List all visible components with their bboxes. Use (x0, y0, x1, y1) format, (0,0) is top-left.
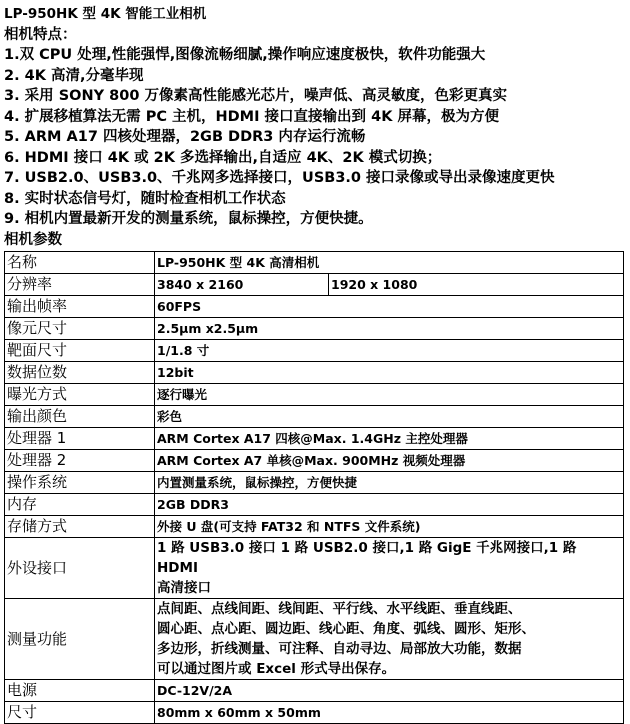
param-value: 1/1.8 寸 (155, 340, 624, 362)
table-row (5, 274, 624, 296)
param-label: 靶面尺寸 (5, 340, 155, 362)
feature-item: 9. 相机内置最新开发的测量系统，鼠标操控，方便快捷。 (4, 211, 373, 227)
param-label: 内存 (5, 494, 155, 516)
param-value: LP-950HK 型 4K 高清相机 (155, 252, 624, 274)
table-row (5, 318, 624, 340)
features-list (4, 45, 626, 230)
feature-item: 6. HDMI 接口 4K 或 2K 多选择输出,自适应 4K、2K 模式切换； (4, 149, 442, 166)
table-row (5, 384, 624, 406)
param-label: 尺寸 (5, 702, 155, 724)
table-row (5, 340, 624, 362)
param-value: 3840 x 2160 (155, 274, 329, 296)
param-value: ARM Cortex A17 四核@Max. 1.4GHz 主控处理器 (155, 428, 624, 450)
param-value: 1920 x 1080 (329, 274, 624, 296)
measure-line: 圆心距、点心距、圆边距、线心距、角度、弧线、圆形、矩形、 (157, 621, 535, 637)
param-label: 测量功能 (5, 599, 155, 680)
param-label: 操作系统 (5, 472, 155, 494)
param-label: 分辨率 (5, 274, 155, 296)
measure-line: 点间距、点线间距、线间距、平行线、水平线距、垂直线距、 (157, 601, 522, 617)
table-row (5, 472, 624, 494)
document-title: LP-950HK 型 4K 智能工业相机 (4, 6, 207, 22)
table-row (5, 252, 624, 274)
table-row (5, 680, 624, 702)
table-row (5, 702, 624, 724)
param-label: 输出帧率 (5, 296, 155, 318)
param-value: 外接 U 盘(可支持 FAT32 和 NTFS 文件系统) (155, 516, 624, 538)
param-value: 80mm x 60mm x 50mm (155, 702, 624, 724)
table-row (5, 599, 624, 680)
param-value: 2GB DDR3 (155, 494, 624, 516)
param-label: 处理器 2 (5, 450, 155, 472)
param-label: 处理器 1 (5, 428, 155, 450)
param-value (155, 599, 624, 680)
table-row (5, 538, 624, 599)
table-row (5, 406, 624, 428)
measure-line: 可以通过图片或 Excel 形式导出保存。 (157, 661, 396, 677)
feature-item: 1.双 CPU 处理,性能强悍,图像流畅细腻,操作响应速度极快，软件功能强大 (4, 47, 486, 63)
table-row (5, 450, 624, 472)
param-label: 存储方式 (5, 516, 155, 538)
param-value: 2.5μm x2.5μm (155, 318, 624, 340)
table-row (5, 494, 624, 516)
params-heading: 相机参数 (4, 231, 62, 248)
feature-item: 8. 实时状态信号灯，随时检查相机工作状态 (4, 190, 286, 207)
params-table (4, 251, 624, 724)
interfaces-line: 高清接口 (157, 580, 211, 596)
param-label: 像元尺寸 (5, 318, 155, 340)
measure-line: 多边形，折线测量、可注释、自动寻边、局部放大功能，数据 (157, 641, 522, 657)
feature-item: 7. USB2.0、USB3.0、千兆网多选择接口，USB3.0 接口录像或导出录像速度更快 (4, 170, 555, 186)
param-value: 逐行曝光 (155, 384, 624, 406)
param-label: 电源 (5, 680, 155, 702)
features-heading: 相机特点： (4, 26, 77, 43)
interfaces-line: 1 路 USB3.0 接口 1 路 USB2.0 接口,1 路 GigE 千兆网接口,1 路 HDMI (157, 540, 577, 576)
feature-item: 3. 采用 SONY 800 万像素高性能感光芯片，噪声低、高灵敏度，色彩更真实 (4, 88, 507, 104)
param-label: 外设接口 (5, 538, 155, 599)
param-value (155, 538, 624, 599)
param-value: 60FPS (155, 296, 624, 318)
param-label: 名称 (5, 252, 155, 274)
param-label: 曝光方式 (5, 384, 155, 406)
feature-item: 4. 扩展移植算法无需 PC 主机，HDMI 接口直接输出到 4K 屏幕，极为方便 (4, 108, 499, 125)
param-value: ARM Cortex A7 单核@Max. 900MHz 视频处理器 (155, 450, 624, 472)
param-label: 数据位数 (5, 362, 155, 384)
table-row (5, 362, 624, 384)
feature-item: 5. ARM A17 四核处理器，2GB DDR3 内存运行流畅 (4, 129, 366, 145)
table-row (5, 428, 624, 450)
param-value: DC-12V/2A (155, 680, 624, 702)
table-row (5, 516, 624, 538)
param-label: 输出颜色 (5, 406, 155, 428)
param-value: 内置测量系统，鼠标操控，方便快捷 (155, 472, 624, 494)
param-value: 彩色 (155, 406, 624, 428)
param-value: 12bit (155, 362, 624, 384)
table-row (5, 296, 624, 318)
feature-item: 2. 4K 高清,分毫毕现 (4, 67, 144, 84)
